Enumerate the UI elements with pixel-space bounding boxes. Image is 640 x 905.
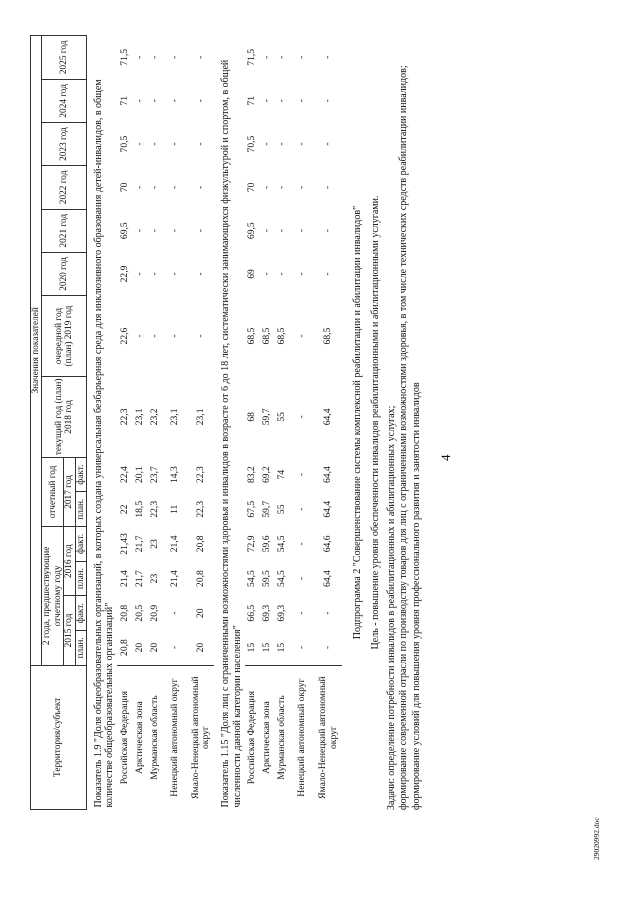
value-cell: - (322, 645, 334, 650)
value-cell: - (275, 185, 287, 189)
value-cell: - (296, 473, 308, 477)
value-cell: 14,3 (169, 466, 181, 484)
value-cell: - (322, 142, 334, 146)
value-cell: 70 (245, 182, 257, 193)
value-cell: - (296, 611, 308, 615)
value-cell: - (169, 334, 181, 338)
plan-header: план. (75, 561, 86, 596)
year-2021-header: 2021 год (42, 209, 87, 252)
territory-name: Арктическая зона (132, 665, 147, 809)
values-header: Значения показателей (31, 36, 42, 666)
territory-name: Мурманская область (147, 665, 162, 809)
value-cell: - (148, 55, 160, 59)
value-cell: - (296, 576, 308, 581)
territory-name: Ямало-Ненецкий автономный округ (316, 665, 342, 809)
value-cell: - (133, 334, 145, 338)
year-2016-header: 2016 год (64, 527, 75, 596)
value-cell: - (296, 229, 308, 233)
indicator-title: Показатель 1.15 "Доля лиц с ограниченными возможностями здоровья и инвалидов в возрасте от 6 до 18 лет, систематически занимающихся физкультурой и спортом, в общей численности данной категории населения" (220, 59, 243, 808)
value-cell: - (296, 142, 308, 146)
value-cell: - (260, 99, 272, 103)
value-cell: 71,5 (118, 48, 130, 66)
fact-header: факт. (75, 527, 86, 562)
value-cell: - (322, 272, 334, 276)
value-cell: 54,5 (275, 535, 287, 553)
value-cell: - (169, 185, 181, 189)
value-cell: - (148, 142, 160, 146)
current-year-header: текущий год (план) 2018 год (42, 376, 87, 457)
value-cell: 69,3 (275, 604, 287, 622)
year-2017-header: 2017 год (64, 457, 75, 526)
value-cell: 22,3 (118, 408, 130, 426)
value-cell: 64,4 (322, 408, 334, 426)
value-cell: 21,7 (133, 570, 145, 587)
value-cell: 64,4 (322, 570, 334, 587)
table-row (188, 36, 214, 810)
plan-header: план. (75, 492, 86, 527)
value-cell: 69 (245, 269, 257, 279)
value-cell: - (296, 272, 308, 276)
value-cell: 21,7 (133, 535, 145, 553)
document-id: 29020992.doc (592, 817, 601, 860)
subprogram-task-3: формирование условий для повышения уровня профессионального развития и занятости инвалидов (410, 382, 422, 810)
value-cell: 22,3 (148, 500, 160, 518)
value-cell: 22,6 (118, 327, 130, 345)
value-cell: - (148, 334, 160, 338)
territory-name: Арктическая зона (260, 665, 275, 809)
territory-name: Ненецкий автономный округ (162, 665, 188, 809)
value-cell: 68,5 (260, 327, 272, 345)
value-cell: 69,5 (245, 222, 257, 240)
value-cell: 64,4 (322, 500, 334, 518)
value-cell: - (275, 55, 287, 59)
value-cell: 69,3 (260, 604, 272, 622)
table-row (290, 36, 316, 810)
value-cell: - (275, 272, 287, 276)
value-cell: - (260, 272, 272, 276)
value-cell: 54,5 (275, 570, 287, 587)
value-cell: 68,5 (275, 327, 287, 345)
value-cell: - (148, 229, 160, 233)
value-cell: 15 (245, 642, 257, 653)
value-cell: 20,9 (148, 604, 160, 622)
value-cell: 20,8 (195, 570, 207, 587)
territory-name: Ямало-Ненецкий автономный округ (188, 665, 214, 809)
year-2022-header: 2022 год (42, 166, 87, 209)
value-cell: - (133, 142, 145, 146)
value-cell: 23,1 (195, 408, 207, 426)
territory-name: Мурманская область (275, 665, 290, 809)
value-cell: 21,4 (169, 570, 181, 587)
value-cell: 20,1 (133, 466, 145, 484)
value-cell: 20 (133, 642, 145, 653)
value-cell: 59,7 (260, 500, 272, 518)
value-cell: - (296, 334, 308, 338)
value-cell: 20,5 (133, 604, 145, 622)
value-cell: 22 (118, 504, 130, 515)
value-cell: 23 (148, 539, 160, 549)
subprogram-goal: Цель - повышение уровня обеспеченности инвалидов реабилитационными и абилитационными услугами. (369, 195, 381, 650)
value-cell: 66,5 (245, 604, 257, 622)
subprogram-task-2: формирование современной отрасли по производству товаров для лиц с ограниченными возможностями здоровья, в том числе технических средств реабилитации инвалидов; (398, 65, 410, 810)
value-cell: - (322, 55, 334, 59)
value-cell: - (195, 334, 207, 338)
value-cell: 70,5 (245, 135, 257, 153)
value-cell: - (322, 611, 334, 615)
value-cell: - (169, 55, 181, 59)
value-cell: 70 (118, 182, 130, 193)
value-cell: - (133, 185, 145, 189)
value-cell: 21,4 (169, 535, 181, 553)
value-cell: 68,5 (322, 327, 334, 345)
value-cell: - (169, 142, 181, 146)
value-cell: - (296, 99, 308, 103)
value-cell: - (148, 272, 160, 276)
value-cell: 22,9 (118, 265, 130, 283)
value-cell: 18,5 (133, 500, 145, 518)
value-cell: 71 (245, 95, 257, 106)
year-2020-header: 2020 год (42, 252, 87, 295)
value-cell: - (275, 229, 287, 233)
subprogram-section (352, 35, 423, 810)
reporting-year-header: отчетный год (42, 457, 64, 526)
value-cell: - (195, 229, 207, 233)
value-cell: - (169, 99, 181, 103)
table-row (316, 36, 342, 810)
table-row (260, 36, 275, 810)
value-cell: - (260, 55, 272, 59)
value-cell: 20,8 (118, 639, 130, 656)
value-cell: 71 (118, 95, 130, 106)
value-cell: 55 (275, 412, 287, 422)
value-cell: 20 (195, 608, 207, 618)
value-cell: 54,5 (245, 570, 257, 587)
value-cell: 59,7 (260, 408, 272, 426)
value-cell: 74 (275, 469, 287, 480)
value-cell: - (195, 272, 207, 276)
value-cell: - (195, 185, 207, 189)
table-row (162, 36, 188, 810)
value-cell: 64,4 (322, 466, 334, 484)
value-cell: - (296, 507, 308, 511)
value-cell: - (275, 99, 287, 103)
territory-header: Территория/субъект (31, 665, 87, 809)
table-row (132, 36, 147, 810)
value-cell: - (296, 415, 308, 419)
value-cell: - (260, 229, 272, 233)
value-cell: 23,2 (148, 408, 160, 426)
value-cell: - (133, 229, 145, 233)
value-cell: 70,5 (118, 135, 130, 153)
value-cell: - (169, 272, 181, 276)
indicators-table (30, 35, 342, 810)
value-cell: 23,7 (148, 466, 160, 484)
value-cell: 23,1 (133, 408, 145, 426)
value-cell: 11 (169, 504, 181, 514)
year-2015-header: 2015 год (64, 596, 75, 665)
value-cell: - (195, 142, 207, 146)
territory-name: Российская Федерация (245, 665, 260, 809)
value-cell: 55 (275, 504, 287, 515)
value-cell: 20,8 (118, 604, 130, 622)
value-cell: - (322, 99, 334, 103)
value-cell: 68 (245, 412, 257, 422)
value-cell: 59,5 (260, 570, 272, 587)
subprogram-title: Подпрограмма 2 "Совершенствование системы комплексной реабилитации и абилитации инвалидов" (351, 205, 363, 640)
subprogram-task-1: Задачи: определение потребности инвалидов в реабилитационных и абилитационных услугах; (386, 405, 398, 810)
value-cell: 23,1 (169, 408, 181, 426)
indicators-body (87, 36, 342, 810)
value-cell: 15 (260, 642, 272, 653)
indicator-title: Показатель 1.9 "Доля общеобразовательных организаций, в которых создана универсальная безбарьерная среда для инклюзивного образования детей-инвалидов, в общем количестве общеобразовательных организаций" (93, 79, 116, 808)
territory-name: Российская Федерация (117, 665, 132, 809)
value-cell: 68,5 (245, 327, 257, 345)
table-row (245, 36, 260, 810)
value-cell: 20 (148, 642, 160, 653)
value-cell: - (148, 185, 160, 189)
fact-header: факт. (75, 457, 86, 492)
value-cell: - (296, 542, 308, 546)
value-cell: 20 (195, 642, 207, 653)
value-cell: 64,6 (322, 535, 334, 553)
value-cell: - (296, 185, 308, 189)
page-number: 4 (438, 454, 453, 461)
value-cell: 72,9 (245, 535, 257, 553)
two-years-header: 2 года, предшествующие отчетному году (42, 527, 64, 666)
value-cell: - (296, 645, 308, 650)
value-cell: - (169, 229, 181, 233)
value-cell: - (275, 142, 287, 146)
value-cell: 21,43 (118, 533, 130, 555)
value-cell: 22,4 (118, 466, 130, 484)
value-cell: - (133, 55, 145, 59)
fact-header: факт. (75, 596, 86, 631)
table-row (275, 36, 290, 810)
value-cell: 59,6 (260, 535, 272, 553)
value-cell: 20,8 (195, 535, 207, 553)
table-row (117, 36, 132, 810)
value-cell: - (169, 611, 181, 615)
value-cell: 83,2 (245, 466, 257, 484)
value-cell: - (169, 645, 181, 650)
document-sheet (30, 35, 423, 810)
value-cell: - (260, 185, 272, 189)
value-cell: 69,2 (260, 466, 272, 484)
year-2024-header: 2024 год (42, 79, 87, 122)
value-cell: 23 (148, 573, 160, 584)
value-cell: 71,5 (245, 48, 257, 66)
next-year-header: очередной год (план) 2019 год (42, 296, 87, 377)
value-cell: - (322, 185, 334, 189)
year-2025-header: 2025 год (42, 36, 87, 80)
value-cell: 22,3 (195, 500, 207, 518)
plan-header: план. (75, 631, 86, 666)
year-2023-header: 2023 год (42, 122, 87, 165)
value-cell: - (322, 229, 334, 233)
value-cell: 67,5 (245, 500, 257, 518)
value-cell: - (133, 272, 145, 276)
value-cell: 15 (275, 642, 287, 653)
territory-name: Ненецкий автономный округ (290, 665, 316, 809)
value-cell: 21,4 (118, 570, 130, 587)
table-row (147, 36, 162, 810)
value-cell: 22,3 (195, 466, 207, 484)
value-cell: 69,5 (118, 222, 130, 240)
value-cell: - (260, 142, 272, 146)
value-cell: - (133, 99, 145, 103)
value-cell: - (195, 99, 207, 103)
value-cell: - (195, 55, 207, 59)
value-cell: - (296, 55, 308, 59)
value-cell: - (148, 99, 160, 103)
